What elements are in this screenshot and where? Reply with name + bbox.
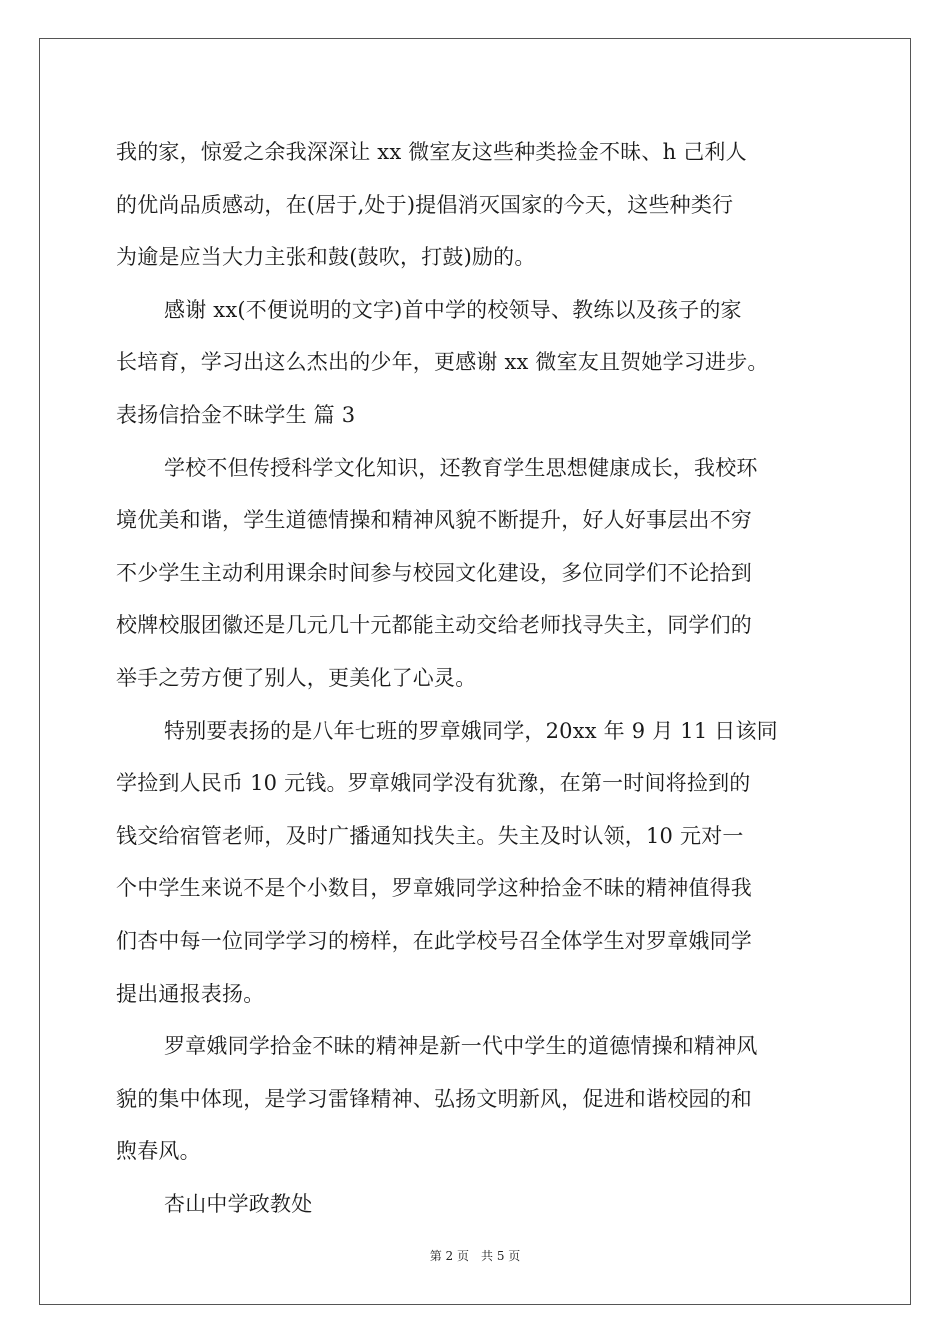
- text-line: 貌的集中体现，是学习雷锋精神、弘扬文明新风，促进和谐校园的和: [116, 1086, 752, 1111]
- text-line: 煦春风。: [116, 1139, 201, 1164]
- text-line: 感谢 xx(不便说明的文字)首中学的校领导、教练以及孩子的家: [164, 297, 742, 322]
- text-line: 校牌校服团徽还是几元几十元都能主动交给老师找寻失主，同学们的: [116, 613, 752, 638]
- text-line: 举手之劳方便了别人，更美化了心灵。: [116, 665, 477, 690]
- text-line: 为逾是应当大力主张和鼓(鼓吹，打鼓)励的。: [116, 245, 536, 270]
- text-line: 特别要表扬的是八年七班的罗章娥同学，20xx 年 9 月 11 日该同: [164, 718, 778, 743]
- text-line: 长培育，学习出这么杰出的少年，更感谢 xx 微室友且贺她学习进步。: [116, 350, 769, 375]
- text-line: 我的家，惊爱之余我深深让 xx 微室友这些种类捡金不昧、h 己利人: [116, 140, 747, 164]
- text-line: 钱交给宿管老师，及时广播通知找失主。失主及时认领，10 元对一: [116, 823, 744, 848]
- page-number: 第 2 页 共 5 页: [429, 1249, 521, 1263]
- text-line: 学捡到人民币 10 元钱。罗章娥同学没有犹豫，在第一时间将捡到的: [116, 771, 751, 796]
- text-line: 不少学生主动利用课余时间参与校园文化建设，多位同学们不论拾到: [116, 560, 752, 585]
- text-line: 学校不但传授科学文化知识，还教育学生思想健康成长，我校环: [164, 455, 758, 480]
- section-heading: 表扬信拾金不昧学生 篇 3: [116, 402, 356, 427]
- text-line: 们杏中每一位同学学习的榜样，在此学校号召全体学生对罗章娥同学: [116, 928, 752, 953]
- text-line: 境优美和谐，学生道德情操和精神风貌不断提升，好人好事层出不穷: [116, 508, 752, 533]
- text-line: 提出通报表扬。: [116, 981, 265, 1006]
- signature-line: 杏山中学政教处: [164, 1191, 313, 1216]
- document-body: [116, 126, 838, 1230]
- text-line: 个中学生来说不是个小数目，罗章娥同学这种拾金不昧的精神值得我: [116, 876, 752, 901]
- text-line: 的优尚品质感动，在(居于,处于)提倡消灭国家的今天，这些种类行: [116, 192, 734, 217]
- text-line: 罗章娥同学拾金不昧的精神是新一代中学生的道德情操和精神风: [164, 1034, 758, 1059]
